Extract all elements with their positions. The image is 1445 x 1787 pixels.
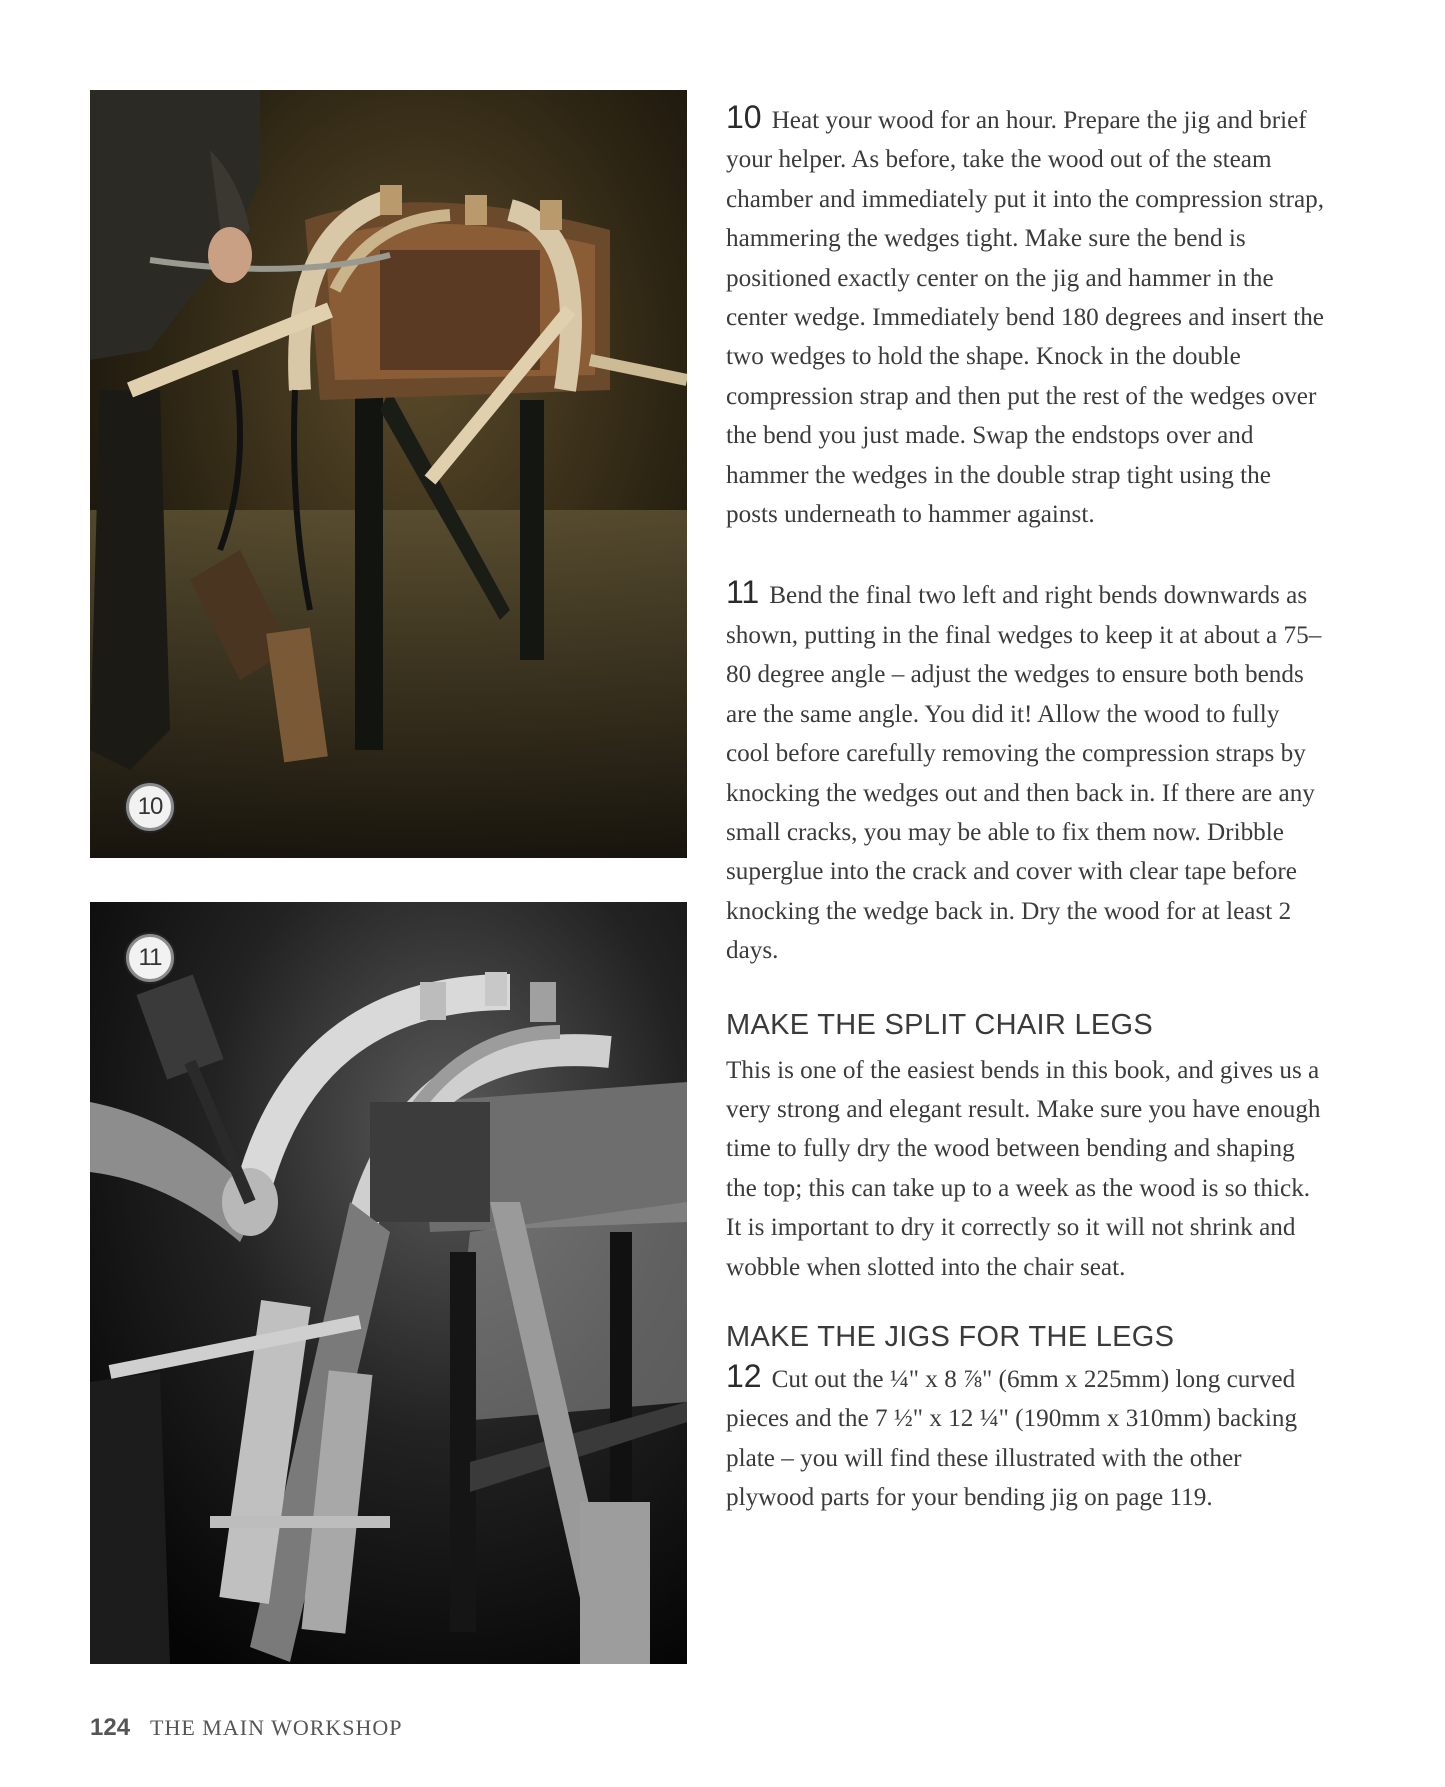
step-12-paragraph [726,1357,1326,1518]
instructions-column [726,98,1326,1518]
step-11-paragraph [726,573,1326,970]
page-footer [90,1714,403,1742]
step-number: 11 [726,574,760,611]
step-badge-10: 10 [126,783,174,831]
page-number: 124 [90,1714,131,1741]
step-text: Bend the final two left and right bends downwards as shown, putting in the final wedges to keep it at about a 75–80 degree angle – adjust the wedges to ensure both bends are the same angle. You did it! Allow the wood to fully cool before carefully removing the compression straps by knocking the wedges out and then back in. If there are any small cracks, you may be able to fix them now. Dribble superglue into the crack and cover with clear tape before knocking the wedge back in. Dry the wood for at least 2 days. [726,582,1322,965]
step-badge-11: 11 [126,934,174,982]
section-heading-jigs-for-legs: MAKE THE JIGS FOR THE LEGS [726,1320,1175,1353]
step-text: Heat your wood for an hour. Prepare the jig and brief your helper. As before, take the wood out of the steam chamber and immediately put it into the compression strap, hammering the wedges tight. Make sure the bend is positioned exactly center on the jig and hammer in the center wedge. Immediately bend 180 degrees and insert the two wedges to hold the shape. Knock in the double compression strap and then put the rest of the wedges over the bend you just made. Swap the endstops over and hammer the wedges in the double strap tight using the posts underneath to hammer against. [726,107,1325,529]
photo-step-11 [90,902,687,1664]
split-chair-legs-paragraph: This is one of the easiest bends in this book, and gives us a very strong and elegant result. Make sure you have enough time to fully dry the wood between bending and shaping the top; this can take up to a week as the wood is so thick. It is important to dry it correctly so it will not shrink and wobble when slotted into the chair seat. [726,1056,1321,1281]
running-section-title: THE MAIN WORKSHOP [150,1715,403,1740]
step-number: 10 [726,99,762,135]
bending-final-wedges-photo [90,902,687,1664]
photo-step-10 [90,90,687,858]
step-10-paragraph [726,98,1326,534]
section-heading-split-chair-legs: MAKE THE SPLIT CHAIR LEGS [726,1008,1154,1041]
step-number: 12 [726,1357,762,1394]
step-text: Cut out the ¼" x 8 ⅞" (6mm x 225mm) long curved pieces and the 7 ½" x 12 ¼" (190mm x 310mm) backing plate – you will find these illustrated with the other plywood parts for your bending jig on page 119. [726,1365,1298,1512]
wood-bending-jig-photo [90,90,687,858]
